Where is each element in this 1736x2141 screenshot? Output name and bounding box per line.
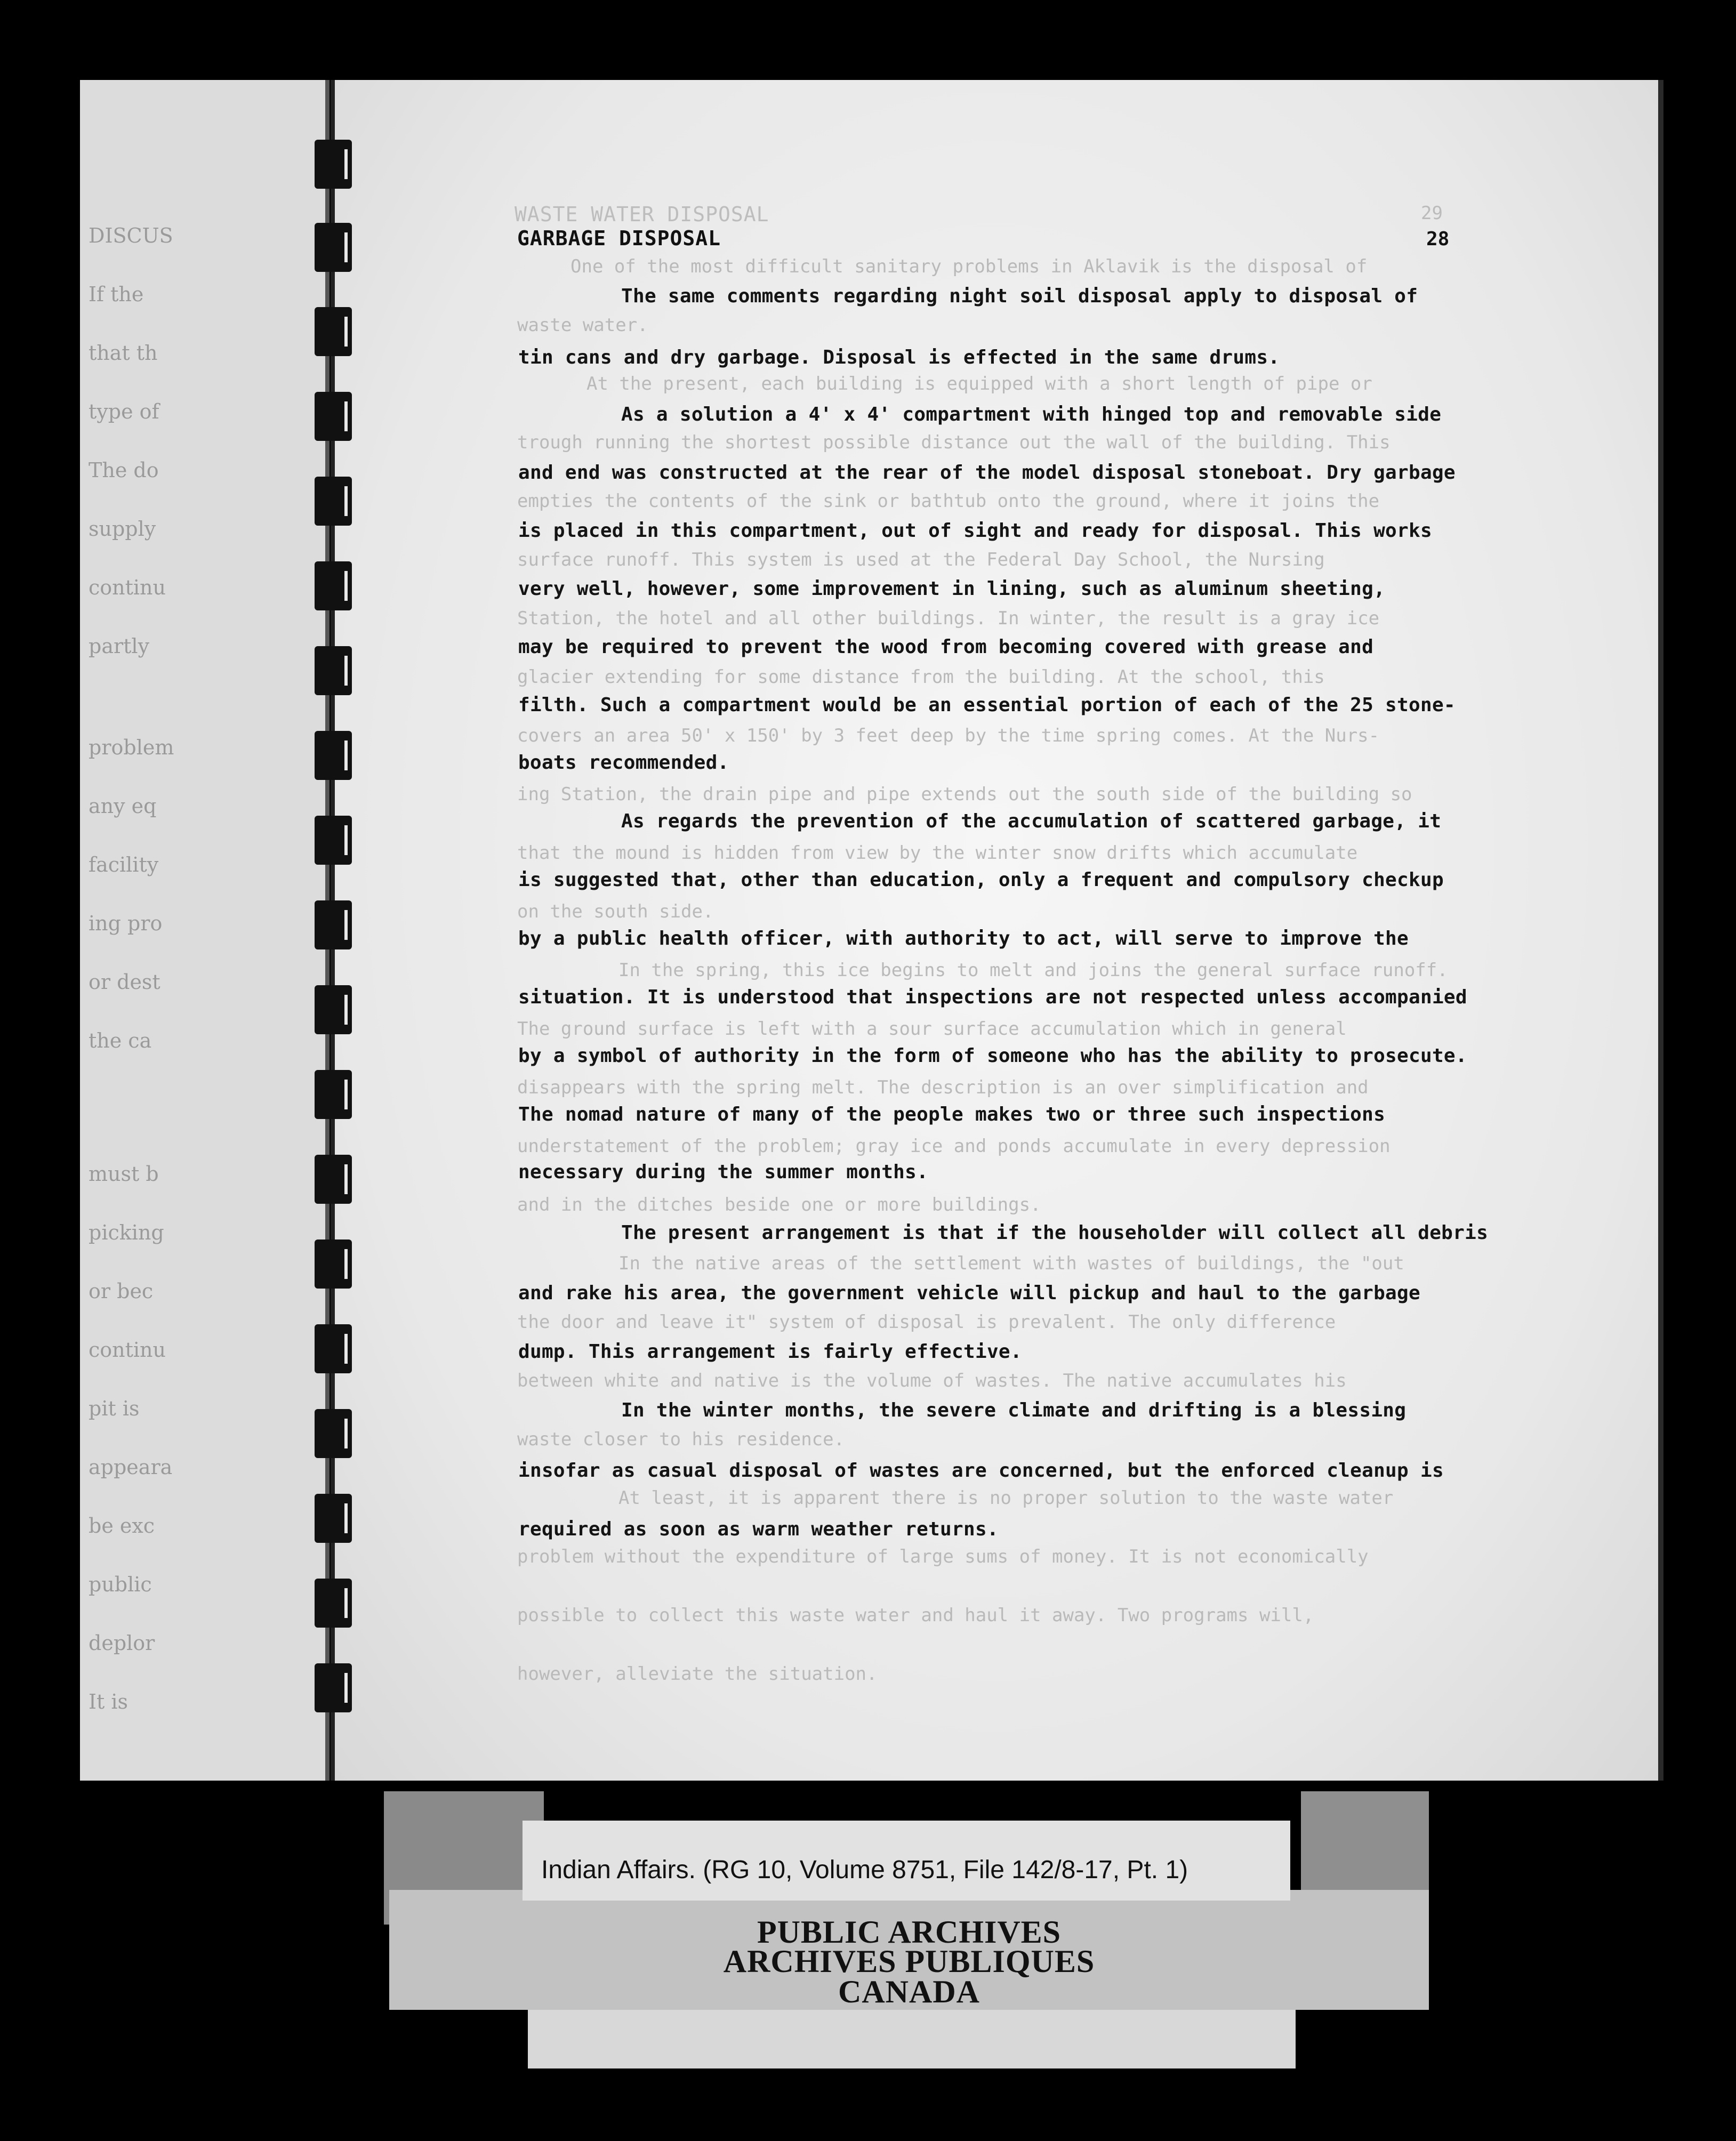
body-line: may be required to prevent the wood from becoming covered with grease and [518,636,1374,658]
spiral-ring [315,1579,352,1628]
archive-lower-card [528,2010,1296,2068]
prev-page-word: partly [89,634,150,658]
spiral-ring [315,816,352,865]
body-line: very well, however, some improvement in lining, such as aluminum sheeting, [518,578,1386,600]
spiral-ring [315,392,352,441]
prev-page-word: any eq [89,794,157,818]
spiral-ring [315,561,352,610]
ghost-line: At least, it is apparent there is no proper solution to the waste water [618,1487,1394,1509]
prev-page-word: must b [89,1162,159,1186]
prev-page-word: appeara [89,1455,173,1479]
prev-page-word: public [89,1573,152,1596]
ghost-line: between white and native is the volume of wastes. The native accumulates his [517,1370,1347,1391]
body-line: is suggested that, other than education, only a frequent and compulsory checkup [518,869,1444,891]
body-line: dump. This arrangement is fairly effective. [518,1341,1022,1363]
prev-page-word: that th [89,341,158,365]
body-line: is placed in this compartment, out of sight and ready for disposal. This works [518,520,1432,542]
ghost-heading: WASTE WATER DISPOSAL [515,203,769,226]
prev-page-word: The do [89,458,159,482]
body-line: filth. Such a compartment would be an essential portion of each of the 25 stone- [518,694,1456,716]
prev-page-word: deplor [89,1631,155,1655]
ghost-page-number: 29 [1421,203,1443,224]
body-line: required as soon as warm weather returns. [518,1518,999,1540]
ghost-line: At the present, each building is equipped with a short length of pipe or [586,373,1372,395]
ghost-line: on the south side. [517,901,714,922]
page-heading: GARBAGE DISPOSAL [517,227,721,250]
prev-page-word: picking [89,1221,164,1244]
spiral-ring [315,307,352,356]
spiral-ring [315,731,352,780]
page-edge [1658,80,1663,1781]
prev-page-word: problem [89,736,174,759]
spiral-ring [315,900,352,949]
prev-page-word: type of [89,400,159,423]
spiral-ring [315,1494,352,1543]
ghost-line: possible to collect this waste water and haul it away. Two programs will, [517,1605,1314,1626]
prev-page-word: pit is [89,1397,140,1420]
archive-stamp-line-3: CANADA [838,1974,980,2009]
body-line: The nomad nature of many of the people makes two or three such inspections [518,1104,1386,1125]
archive-reference: Indian Affairs. (RG 10, Volume 8751, File 142/8-17, Pt. 1) [541,1856,1188,1884]
ghost-line: understatement of the problem; gray ice and ponds accumulate in every depression [517,1136,1391,1157]
ghost-line: disappears with the spring melt. The description is an over simplification and [517,1077,1369,1098]
spiral-ring [315,1070,352,1119]
ghost-line: waste closer to his residence. [517,1429,845,1450]
prev-page-word: ing pro [89,912,163,935]
body-line: situation. It is understood that inspections are not respected unless accompanied [518,986,1467,1008]
archive-stamp-line-2: ARCHIVES PUBLIQUES [723,1944,1095,1979]
body-line: In the winter months, the severe climate and drifting is a blessing [621,1399,1407,1421]
body-line: and end was constructed at the rear of the model disposal stoneboat. Dry garbage [518,462,1456,484]
body-line: insofar as casual disposal of wastes are concerned, but the enforced cleanup is [518,1460,1444,1482]
spiral-ring [315,985,352,1034]
prev-page-word: DISCUS [89,224,173,247]
spiral-ring [315,477,352,526]
page-number: 28 [1426,228,1450,250]
body-line: As regards the prevention of the accumulation of scattered garbage, it [621,810,1442,832]
ghost-line: surface runoff. This system is used at the Federal Day School, the Nursing [517,549,1325,570]
spiral-ring [315,140,352,189]
prev-page-word: continu [89,1338,166,1362]
spiral-ring [315,1155,352,1204]
body-line: tin cans and dry garbage. Disposal is effected in the same drums. [518,347,1280,368]
body-line: and rake his area, the government vehicle will pickup and haul to the garbage [518,1282,1420,1304]
body-line: The same comments regarding night soil disposal apply to disposal of [621,285,1418,307]
ghost-line: ing Station, the drain pipe and pipe extends out the south side of the building so [517,784,1412,805]
body-line: As a solution a 4' x 4' compartment with hinged top and removable side [621,404,1442,425]
ghost-line: covers an area 50' x 150' by 3 feet deep by the time spring comes. At the Nurs- [517,725,1380,746]
ghost-line: however, alleviate the situation. [517,1663,878,1685]
body-line: by a public health officer, with authority to act, will serve to improve the [518,928,1409,949]
ghost-line: empties the contents of the sink or bathtub onto the ground, where it joins the [517,490,1380,512]
ghost-line: trough running the shortest possible distance out the wall of the building. This [517,432,1391,453]
ghost-line: that the mound is hidden from view by the winter snow drifts which accumulate [517,842,1358,864]
ghost-line: In the native areas of the settlement with wastes of buildings, the "out [618,1253,1404,1274]
spiral-ring [315,1409,352,1458]
ghost-line: the door and leave it" system of disposal is prevalent. The only difference [517,1311,1336,1333]
archive-stamp-line-1: PUBLIC ARCHIVES [757,1914,1062,1950]
previous-page-edge [80,80,329,1781]
prev-page-word: or bec [89,1279,154,1303]
prev-page-word: supply [89,517,156,541]
ghost-line: The ground surface is left with a sour surface accumulation which in general [517,1018,1347,1040]
prev-page-word: If the [89,283,144,306]
prev-page-word: the ca [89,1029,152,1052]
prev-page-word: be exc [89,1514,155,1538]
body-line: The present arrangement is that if the householder will collect all debris [621,1222,1489,1244]
spiral-ring [315,1663,352,1712]
ghost-line: waste water. [517,315,648,336]
body-line: boats recommended. [518,752,729,774]
ghost-line: In the spring, this ice begins to melt and joins the general surface runoff. [618,960,1448,981]
prev-page-word: facility [89,853,159,876]
ghost-line: One of the most difficult sanitary problems in Aklavik is the disposal of [570,256,1368,277]
body-line: necessary during the summer months. [518,1161,929,1183]
spiral-ring [315,1239,352,1289]
spiral-ring [315,646,352,695]
prev-page-word: It is [89,1690,128,1713]
spiral-ring [315,1324,352,1373]
prev-page-word: or dest [89,970,160,994]
spiral-ring [315,223,352,272]
ghost-line: problem without the expenditure of large sums of money. It is not economically [517,1546,1369,1567]
ghost-line: Station, the hotel and all other buildings. In winter, the result is a gray ice [517,608,1380,629]
body-line: by a symbol of authority in the form of someone who has the ability to prosecute. [518,1045,1467,1067]
ghost-line: and in the ditches beside one or more buildings. [517,1194,1041,1216]
ghost-line: glacier extending for some distance from the building. At the school, this [517,666,1325,688]
prev-page-word: continu [89,576,166,599]
